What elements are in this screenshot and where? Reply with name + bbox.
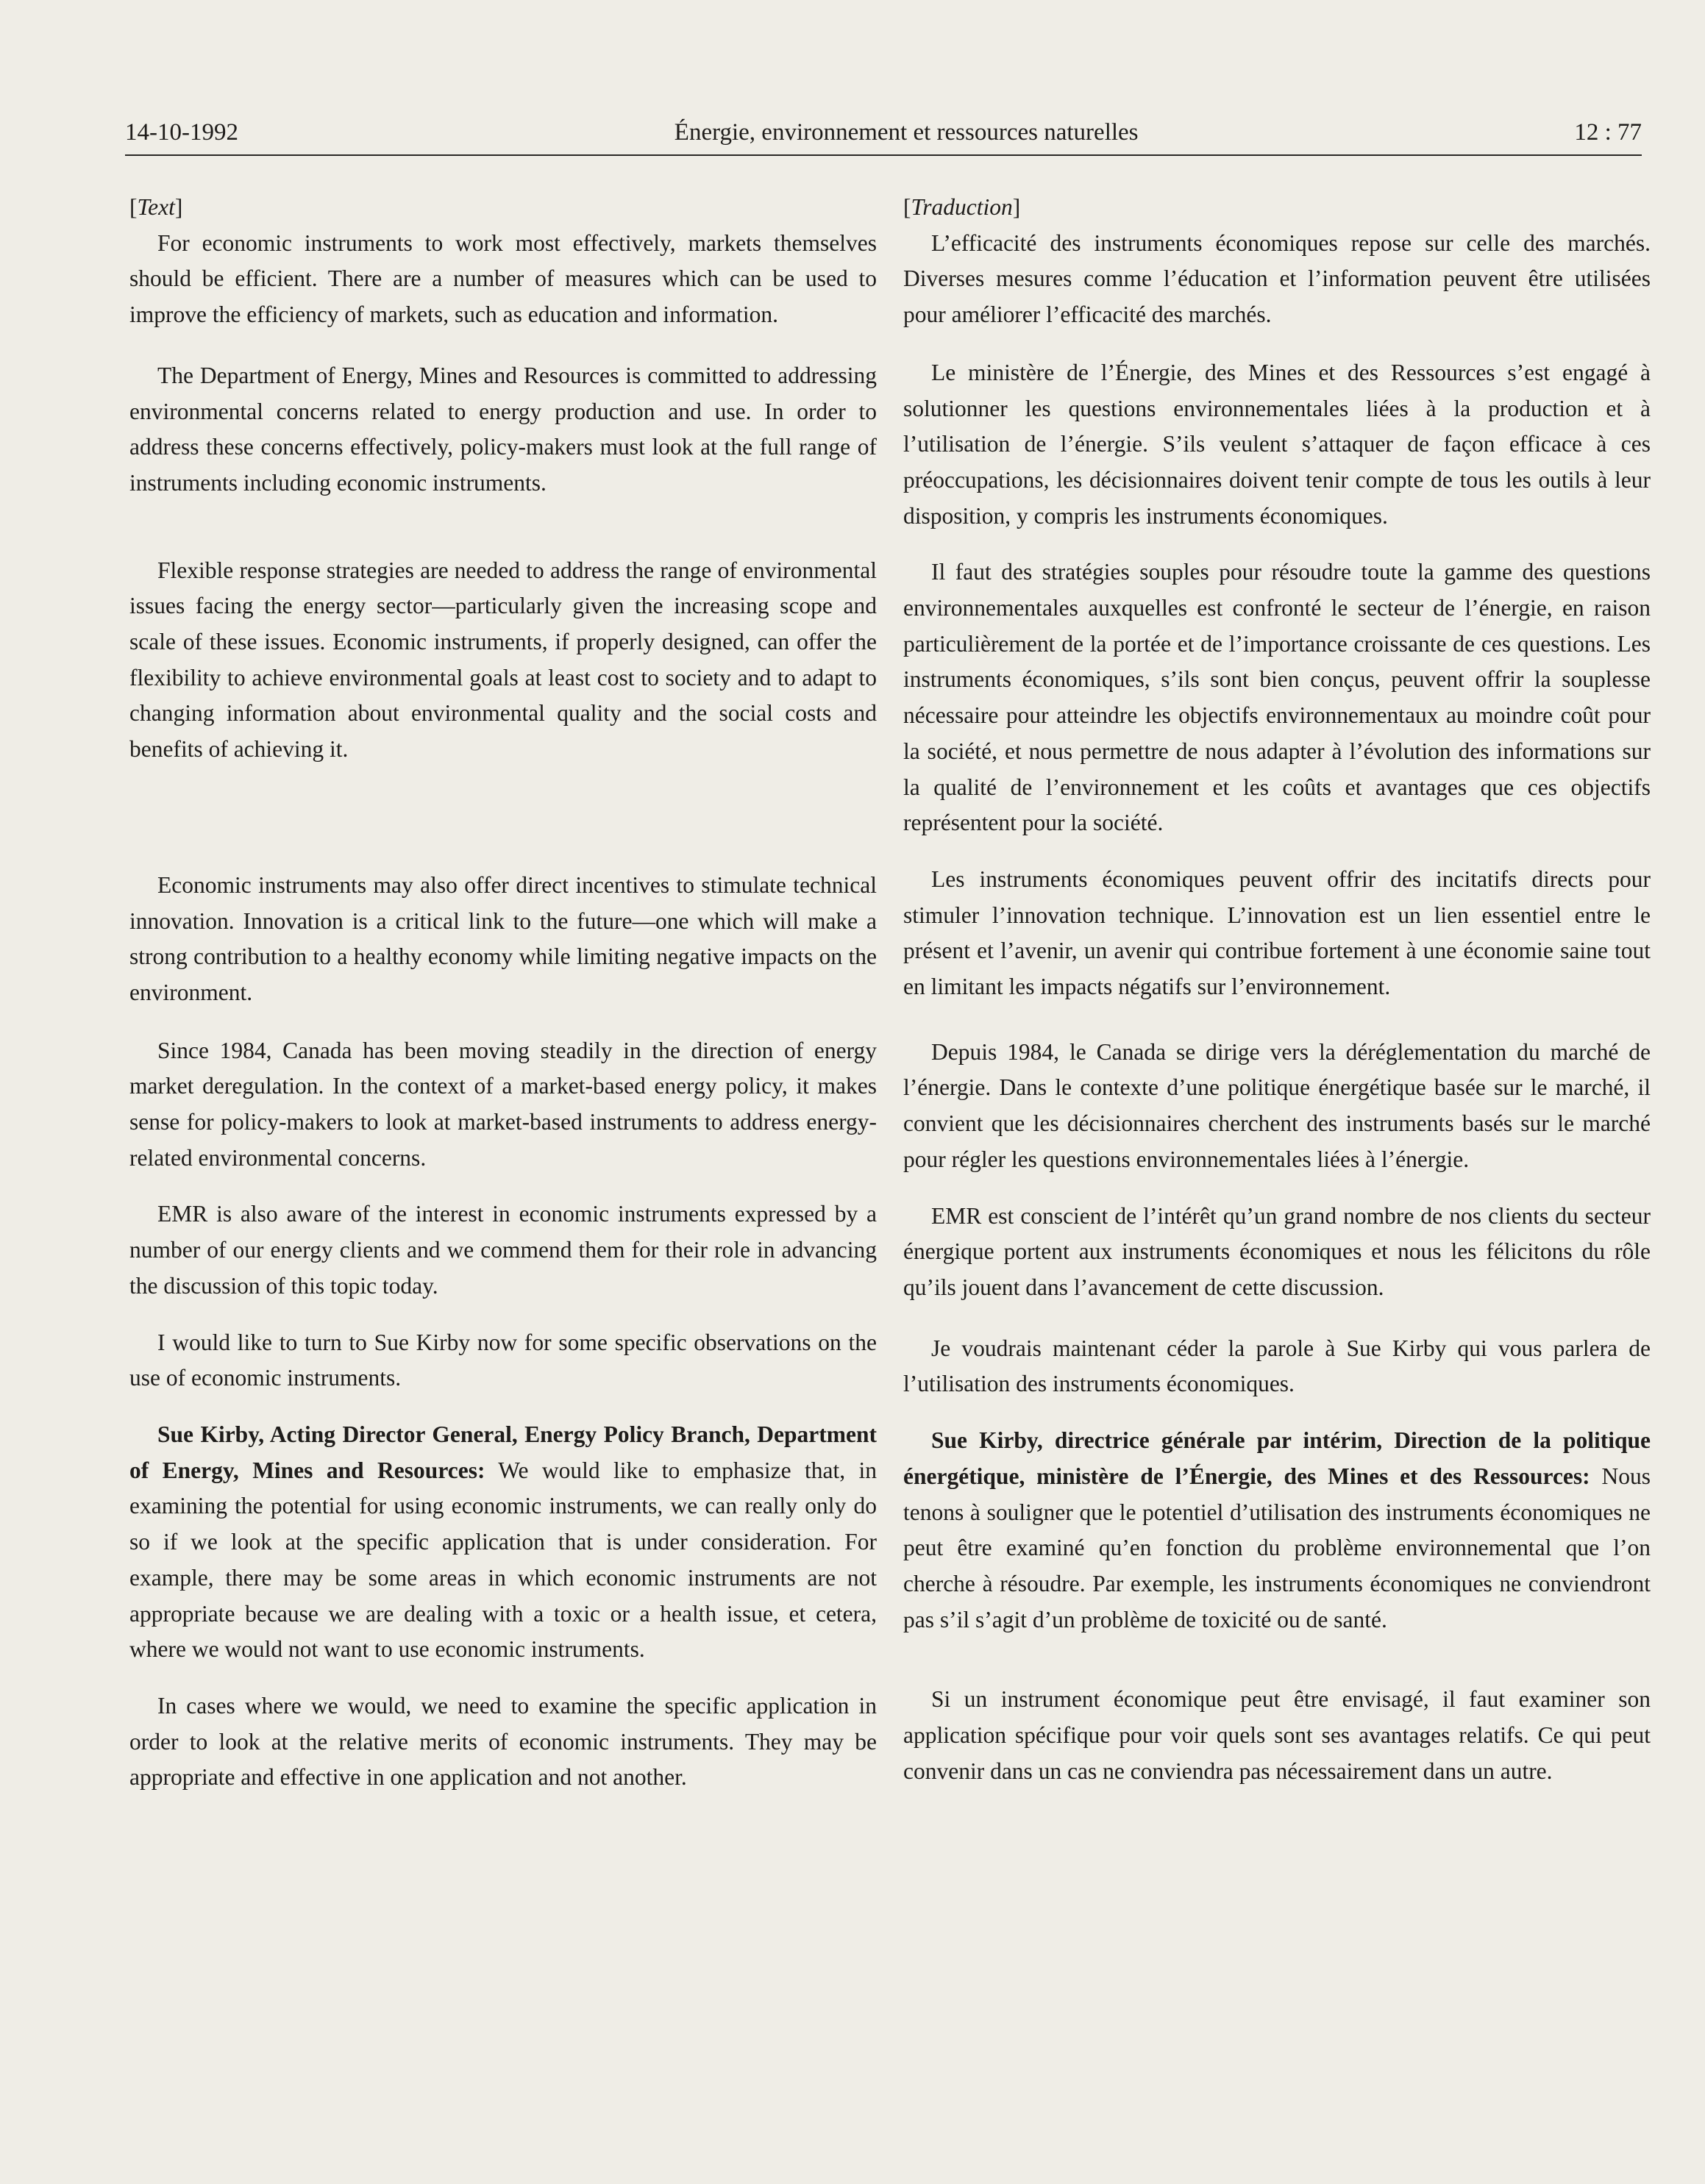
running-header: [125, 119, 1642, 146]
header-date: 14-10-1992: [125, 119, 238, 146]
header-page-number: 12 : 77: [1574, 119, 1642, 146]
paragraph: I would like to turn to Sue Kirby now for some specific observations on the use of economic instruments.: [129, 1329, 877, 1391]
paragraph: EMR is also aware of the interest in economic instruments expressed by a number of our energy clients and we commend them for their role in advancing the discussion of this topic today.: [129, 1201, 877, 1299]
language-label: [Traduction]: [903, 194, 1021, 220]
paragraph: In cases where we would, we need to examine the specific application in order to look at the relative merits of economic instruments. They may be appropriate and effective in one application and not another.: [129, 1692, 877, 1791]
paragraph: For economic instruments to work most effectively, markets themselves should be efficient. There are a number of measures which can be used to improve the efficiency of markets, such as education and information.: [129, 229, 877, 328]
header-rule: [125, 154, 1642, 156]
speaker-text: We would like to emphasize that, in examining the potential for using economic instruments, we can really only do so if we look at the specific application that is under consideration. For example, there may be some areas in which economic instruments are not appropriate because we are dealing with a toxic or a health issue, et cetera, where we would not want to use economic instruments.: [129, 1457, 877, 1663]
paragraph: Il faut des stratégies souples pour résoudre toute la gamme des questions environnementales auxquelles est confronté le secteur de l’énergie, en raison particulièrement de la portée et de l’importance croissante de ces questions. Les instruments économiques, s’ils sont bien conçus, peuvent offrir la souplesse nécessaire pour atteindre les objectifs environnementaux au moindre coût pour la société, et nous permettre de nous adapter à l’évolution des informations sur la qualité de l’environnement et les coûts et avantages que ces objectifs représentent pour la société.: [903, 559, 1651, 836]
speaker-name: Sue Kirby, directrice générale par intérim, Direction de la politique énergétique, ministère de l’Énergie, des Mines et des Ressources:: [903, 1427, 1651, 1489]
paragraph: Flexible response strategies are needed to address the range of environmental issues facing the energy sector—particularly given the increasing scope and scale of these issues. Economic instruments, if properly designed, can offer the flexibility to achieve environmental goals at least cost to society and to adapt to changing information about environmental quality and the social costs and benefits of achieving it.: [129, 557, 877, 763]
speaker-text: Nous tenons à souligner que le potentiel d’utilisation des instruments économiques ne peut être examiné qu’en fonction du problème environnemental que l’on cherche à résoudre. Par exemple, les instruments économiques ne conviendront pas s’il s’agit d’un problème de toxicité ou de santé.: [903, 1463, 1651, 1632]
speaker-paragraph: [903, 1423, 1651, 1638]
paragraph: EMR est conscient de l’intérêt qu’un grand nombre de nos clients du secteur énergique portent aux instruments économiques et nous les félicitons du rôle qu’ils jouent dans l’avancement de cette discussion.: [903, 1202, 1651, 1300]
paragraph: Since 1984, Canada has been moving steadily in the direction of energy market deregulation. In the context of a market-based energy policy, it makes sense for policy-makers to look at market-based instruments to address energy-related environmental concerns.: [129, 1037, 877, 1171]
language-label-text: Traduction: [911, 194, 1013, 220]
language-label: [Text]: [129, 194, 183, 220]
paragraph: Je voudrais maintenant céder la parole à Sue Kirby qui vous parlera de l’utilisation des instruments économiques.: [903, 1335, 1651, 1397]
paragraph: Les instruments économiques peuvent offrir des incitatifs directs pour stimuler l’innovation technique. L’innovation est un lien essentiel entre le présent et l’avenir, un avenir qui contribue fortement à une économie saine tout en limitant les impacts négatifs sur l’environnement.: [903, 866, 1651, 1000]
paragraph: Economic instruments may also offer direct incentives to stimulate technical innovation. Innovation is a critical link to the future—one which will make a strong contribution to a healthy economy while limiting negative impacts on the environment.: [129, 871, 877, 1005]
header-title: Énergie, environnement et ressources naturelles: [674, 119, 1139, 146]
paragraph: Si un instrument économique peut être envisagé, il faut examiner son application spécifique pour voir quels sont ses avantages relatifs. Ce qui peut convenir dans un cas ne conviendra pas nécessairement dans un autre.: [903, 1686, 1651, 1784]
paragraph: Depuis 1984, le Canada se dirige vers la déréglementation du marché de l’énergie. Dans le contexte d’une politique énergétique basée sur le marché, il convient que les décisionnaires cherchent des instruments basés sur le marché pour régler les questions environnementales liées à l’énergie.: [903, 1038, 1651, 1172]
paragraph: The Department of Energy, Mines and Resources is committed to addressing environmental concerns related to energy production and use. In order to address these concerns effectively, policy-makers must look at the full range of instruments including economic instruments.: [129, 362, 877, 496]
speaker-name: Sue Kirby, Acting Director General, Energy Policy Branch, Department of Energy, Mines and Resources:: [129, 1421, 877, 1483]
language-label-text: Text: [137, 194, 175, 220]
speaker-paragraph: [129, 1417, 877, 1668]
paragraph: L’efficacité des instruments économiques repose sur celle des marchés. Diverses mesures comme l’éducation et l’information peuvent être utilisées pour améliorer l’efficacité des marchés.: [903, 229, 1651, 328]
french-column: [903, 190, 1651, 1810]
english-column: [129, 190, 877, 1816]
paragraph: Le ministère de l’Énergie, des Mines et des Ressources s’est engagé à solutionner les questions environnementales liées à la production et à l’utilisation de l’énergie. S’ils veulent s’attaquer de façon efficace à ces préoccupations, les décisionnaires doivent tenir compte de tous les outils à leur disposition, y compris les instruments économiques.: [903, 359, 1651, 529]
